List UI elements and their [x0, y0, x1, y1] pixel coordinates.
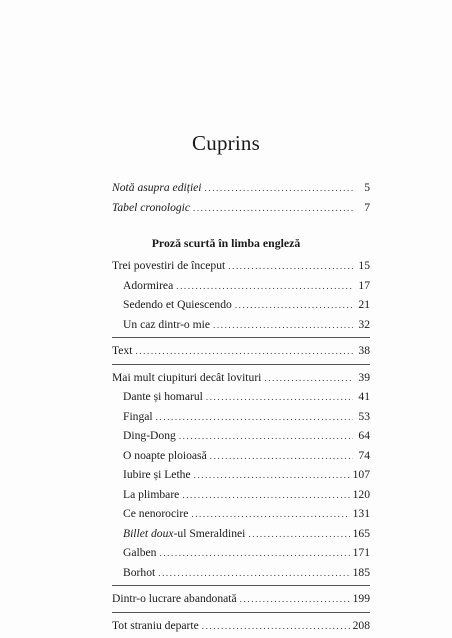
toc-group: [112, 592, 370, 613]
toc-entry: [112, 201, 370, 221]
toc-entry-title: Dintr-o lucrare abandonată: [112, 592, 237, 605]
toc-entry: [112, 181, 370, 201]
toc-group: [112, 371, 370, 587]
toc-entry-title: Borhot: [123, 566, 155, 579]
page-number: 39: [356, 371, 370, 384]
page-number: 171: [353, 546, 370, 559]
toc-entry-title: Tot straniu departe: [112, 619, 199, 632]
page-number: 5: [356, 181, 370, 194]
toc-entry-title: Ce nenorocire: [123, 507, 188, 520]
toc-entry: [112, 619, 370, 638]
page-number: 74: [356, 449, 370, 462]
toc-entry-title-italic: Billet doux: [123, 527, 174, 540]
toc-entry: [112, 318, 370, 338]
toc-group: [112, 619, 370, 638]
toc-entry-title: Iubire și Lethe: [123, 468, 191, 481]
toc-entry: [112, 390, 370, 410]
toc-entry: [112, 468, 370, 488]
toc-entry-title: [112, 201, 190, 214]
toc-entry-title: O noapte ploioasă: [123, 449, 207, 462]
toc-entry: [112, 527, 370, 547]
page-number: 107: [353, 468, 370, 481]
page-number: 208: [353, 619, 370, 632]
page-number: 64: [356, 429, 370, 442]
toc-entry-title: Text: [112, 344, 132, 357]
toc-entry-title: La plimbare: [123, 488, 179, 501]
toc-entry-title: Mai mult ciupituri decât lovituri: [112, 371, 261, 384]
page-number: 32: [356, 318, 370, 331]
toc-entry-title-rest: -ul Smeraldinei: [174, 527, 246, 540]
toc-group: [112, 344, 370, 365]
page-number: 15: [356, 259, 370, 272]
toc-entry-title: Dante și homarul: [123, 390, 203, 403]
page-number: 53: [356, 410, 370, 423]
dot-leader: [179, 431, 353, 441]
dot-leader: [194, 470, 350, 480]
toc-entry-title: Fingal: [123, 410, 153, 423]
toc-entry: [112, 566, 370, 586]
toc-entry: [112, 429, 370, 449]
dot-leader: [135, 346, 353, 356]
dot-leader: [156, 412, 353, 422]
toc-entry: [112, 507, 370, 527]
toc-list: [112, 259, 370, 638]
toc-entry-title: Un caz dintr-o mie: [123, 318, 210, 331]
dot-leader: [176, 281, 353, 291]
toc-entry-title-text: Notă asupra ediției: [112, 181, 202, 194]
toc-entry: [112, 592, 370, 612]
toc-entry-title: [123, 527, 245, 540]
front-matter-list: [112, 181, 370, 220]
page-number: 38: [356, 344, 370, 357]
toc-entry: [112, 488, 370, 508]
toc-entry: [112, 279, 370, 299]
page-number: 131: [353, 507, 370, 520]
toc-entry: [112, 259, 370, 279]
dot-leader: [193, 203, 353, 213]
toc-entry: [112, 449, 370, 469]
toc-entry-title: Adormirea: [123, 279, 173, 292]
page-number: 185: [353, 566, 370, 579]
page-title: Cuprins: [0, 131, 452, 156]
toc-entry-title: Trei povestiri de început: [112, 259, 225, 272]
dot-leader: [191, 509, 349, 519]
toc-entry-title: Ding-Dong: [123, 429, 176, 442]
toc-entry: [112, 298, 370, 318]
toc-entry-title: [112, 181, 202, 194]
toc-entry: [112, 546, 370, 566]
toc-entry: [112, 371, 370, 391]
dot-leader: [213, 320, 353, 330]
toc-entry-title: Sedendo et Quiescendo: [123, 298, 232, 311]
dot-leader: [210, 451, 353, 461]
toc-entry: [112, 410, 370, 430]
toc-entry-title: Galben: [123, 546, 156, 559]
page-number: 41: [356, 390, 370, 403]
dot-leader: [158, 568, 349, 578]
toc-entry: [112, 344, 370, 364]
dot-leader: [235, 300, 353, 310]
page-number: 199: [353, 592, 370, 605]
dot-leader: [202, 621, 350, 631]
dot-leader: [205, 183, 353, 193]
dot-leader: [159, 548, 349, 558]
toc-group: [112, 259, 370, 338]
page-number: 17: [356, 279, 370, 292]
dot-leader: [240, 594, 350, 604]
page-number: 21: [356, 298, 370, 311]
dot-leader: [228, 261, 353, 271]
section-heading: Proză scurtă în limba engleză: [0, 236, 452, 251]
dot-leader: [182, 490, 349, 500]
toc-entry-title-text: Tabel cronologic: [112, 201, 190, 214]
dot-leader: [248, 529, 349, 539]
page-number: 7: [356, 201, 370, 214]
dot-leader: [206, 392, 353, 402]
page-number: 165: [353, 527, 370, 540]
dot-leader: [264, 373, 353, 383]
page-number: 120: [353, 488, 370, 501]
